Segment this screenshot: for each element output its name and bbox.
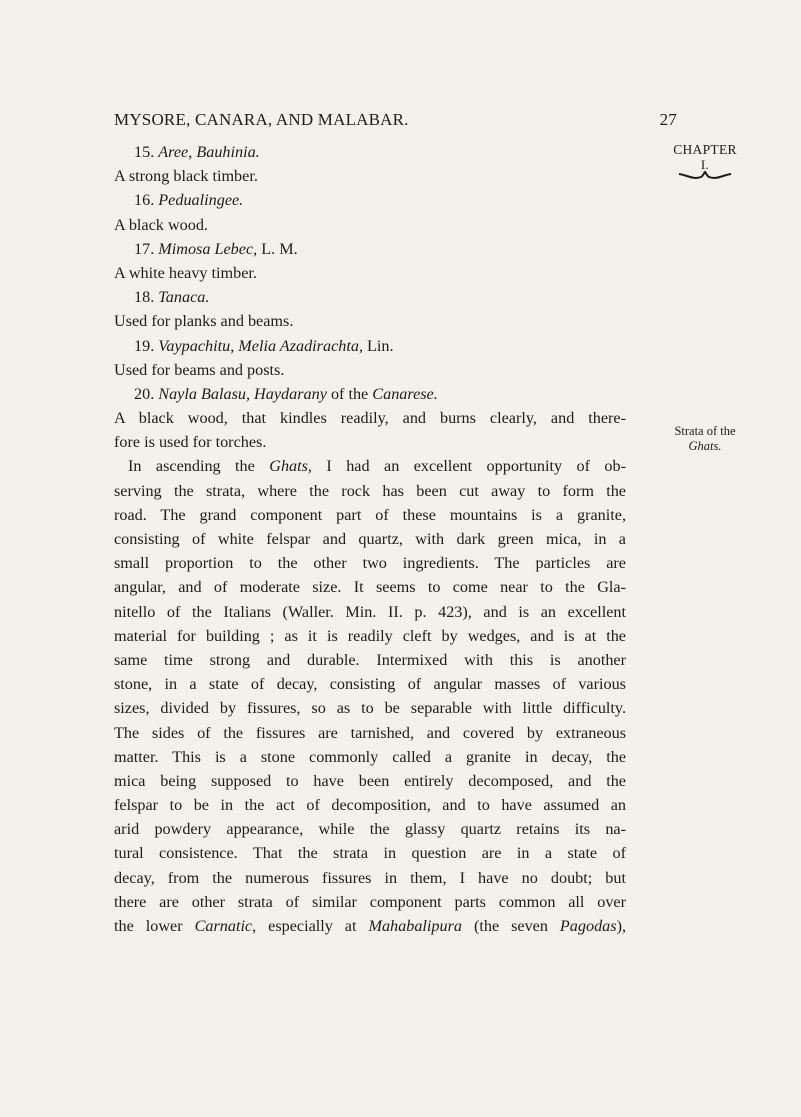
entry-heading: 20. Nayla Balasu, Haydarany of the Canarese. <box>134 384 438 403</box>
entry-heading: 16. Pedualingee. <box>134 191 244 210</box>
paragraph-line: serving the strata, where the rock has been cut away to form the <box>114 481 626 500</box>
paragraph-line: stone, in a state of decay, consisting of angular masses of various <box>114 675 626 694</box>
chapter-label: CHAPTER <box>673 142 737 157</box>
entry-description: Used for planks and beams. <box>114 312 294 331</box>
paragraph-line: sizes, divided by fissures, so as to be separable with little difficulty. <box>114 699 626 718</box>
entry-description: Used for beams and posts. <box>114 360 285 379</box>
paragraph-line: there are other strata of similar component parts common all over <box>114 892 626 911</box>
entry-description: A black wood, that kindles readily, and burns clearly, and there- <box>114 409 626 428</box>
paragraph-line: mica being supposed to have been entirely decomposed, and the <box>114 771 626 790</box>
paragraph-line: felspar to be in the act of decomposition, and to have assumed an <box>114 796 626 815</box>
brace-ornament-icon <box>677 171 733 183</box>
entry-heading: 19. Vaypachitu, Melia Azadirachta, Lin. <box>134 336 394 355</box>
entry-description: A black wood. <box>114 215 208 234</box>
entry-description: A white heavy timber. <box>114 263 257 282</box>
entry-heading: 17. Mimosa Lebec, L. M. <box>134 239 298 258</box>
entry-heading: 18. Tanaca. <box>134 288 210 307</box>
body-text <box>114 140 626 938</box>
paragraph-line: material for building ; as it is readily cleft by wedges, and is at the <box>114 626 626 645</box>
paragraph-line: tural consistence. That the strata in question are in a state of <box>114 844 626 863</box>
paragraph-line: nitello of the Italians (Waller. Min. II. p. 423), and is an excellent <box>114 602 626 621</box>
paragraph-line: arid powdery appearance, while the glassy quartz retains its na- <box>114 820 626 839</box>
paragraph-line: road. The grand component part of these mountains is a granite, <box>114 505 626 524</box>
paragraph-line: In ascending the Ghats, I had an excellent opportunity of ob- <box>128 457 626 476</box>
paragraph-line: The sides of the fissures are tarnished, and covered by extraneous <box>114 723 626 742</box>
entry-description: fore is used for torches. <box>114 433 267 452</box>
chapter-number: I. <box>700 157 710 172</box>
paragraph-line: the lower Carnatic, especially at Mahabalipura (the seven Pagodas), <box>114 917 626 935</box>
side-note-line: Ghats. <box>688 439 722 453</box>
paragraph-line: matter. This is a stone commonly called a granite in decay, the <box>114 747 626 766</box>
page-number: 27 <box>659 110 677 129</box>
side-note-line: Strata of the <box>674 424 736 438</box>
paragraph-line: small proportion to the other two ingredients. The particles are <box>114 554 626 573</box>
entry-description: A strong black timber. <box>114 167 258 186</box>
paragraph-line: angular, and of moderate size. It seems to come near to the Gla- <box>114 578 626 597</box>
chapter-marker <box>630 142 780 183</box>
paragraph-line: same time strong and durable. Intermixed with this is another <box>114 650 626 669</box>
paragraph-line: consisting of white felspar and quartz, with dark green mica, in a <box>114 530 626 548</box>
side-note <box>630 424 780 454</box>
paragraph-line: decay, from the numerous fissures in them, I have no doubt; but <box>114 868 626 887</box>
entry-heading: 15. Aree, Bauhinia. <box>134 143 260 161</box>
running-header <box>114 110 677 136</box>
running-title: MYSORE, CANARA, AND MALABAR. <box>114 110 409 129</box>
